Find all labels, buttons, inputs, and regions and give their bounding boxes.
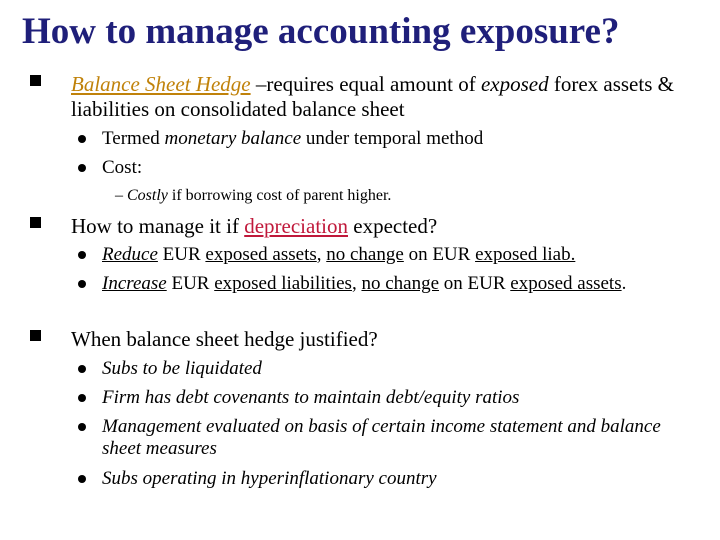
text-fragment: forex assets & liabilities on consolidated balance sheet xyxy=(71,72,674,121)
text-fragment: Increase xyxy=(102,273,167,294)
text-fragment: exposed assets xyxy=(205,244,317,265)
round-bullet-icon xyxy=(78,280,86,288)
sub-bullet-debt-covenants xyxy=(78,387,682,409)
sub-bullet-text: Subs to be liquidated xyxy=(102,358,262,379)
text-fragment: no change xyxy=(326,244,404,265)
text-fragment: , xyxy=(351,273,362,294)
sub-bullet-reduce xyxy=(78,244,682,266)
sub-bullet-subs-liquidated xyxy=(78,358,682,380)
bullet-text xyxy=(71,72,701,122)
bullet-text: When balance sheet hedge justified? xyxy=(71,327,378,351)
term-depreciation: depreciation xyxy=(244,214,348,238)
round-bullet-icon xyxy=(78,164,86,172)
slide-title: How to manage accounting exposure? xyxy=(22,11,620,52)
text-fragment: How to manage it if xyxy=(71,214,245,238)
term-balance-sheet-hedge: Balance Sheet Hedge xyxy=(71,72,251,96)
text-fragment: EUR xyxy=(166,273,215,294)
sub-bullet-text: Cost: xyxy=(102,157,143,178)
text-fragment: –requires equal amount of xyxy=(250,72,481,96)
bullet-when-justified xyxy=(30,327,701,352)
text-fragment: exposed assets xyxy=(510,273,622,294)
text-fragment: no change xyxy=(361,273,440,294)
sub-bullet-text: Firm has debt covenants to maintain debt/equity ratios xyxy=(102,387,520,408)
round-bullet-icon xyxy=(78,365,86,373)
text-fragment: exposed liab. xyxy=(475,244,576,265)
text-fragment: under temporal method xyxy=(301,128,484,149)
round-bullet-icon xyxy=(78,251,86,259)
round-bullet-icon xyxy=(78,135,86,143)
bullet-balance-sheet-hedge xyxy=(30,72,701,122)
sub-bullet-text: Subs operating in hyperinflationary country xyxy=(102,468,437,489)
sub-bullet-cost xyxy=(78,157,682,179)
sub-bullet-management-evaluated xyxy=(78,416,682,460)
sub-bullet-monetary-balance xyxy=(78,128,682,150)
square-bullet-icon xyxy=(30,330,41,341)
text-fragment: expected? xyxy=(348,214,438,238)
sub-bullet-text: Management evaluated on basis of certain income statement and balance sheet measures xyxy=(102,416,661,459)
square-bullet-icon xyxy=(30,75,41,86)
square-bullet-icon xyxy=(30,217,41,228)
sub-bullet-text xyxy=(102,273,682,295)
round-bullet-icon xyxy=(78,475,86,483)
text-fragment: exposed liabilities xyxy=(214,273,352,294)
text-fragment: . xyxy=(621,273,627,294)
sub-bullet-text xyxy=(102,128,682,150)
dash-bullet: – xyxy=(115,187,123,204)
text-fragment: Termed xyxy=(102,128,165,149)
text-fragment: , xyxy=(316,244,327,265)
text-fragment: on EUR xyxy=(403,244,476,265)
text-fragment: monetary balance xyxy=(164,128,302,149)
text-fragment: exposed xyxy=(480,72,549,96)
text-fragment: EUR xyxy=(157,244,206,265)
text-fragment: Costly xyxy=(127,187,168,204)
sub-bullet-increase xyxy=(78,273,682,295)
bullet-depreciation xyxy=(30,214,701,239)
bullet-text xyxy=(71,214,701,239)
text-fragment: Reduce xyxy=(102,244,158,265)
sub-bullet-text xyxy=(102,244,682,266)
round-bullet-icon xyxy=(78,394,86,402)
text-fragment: if borrowing cost of parent higher. xyxy=(167,187,392,204)
round-bullet-icon xyxy=(78,423,86,431)
text-fragment: on EUR xyxy=(439,273,511,294)
sub-bullet-hyperinflationary xyxy=(78,468,682,490)
sub-sub-bullet-costly xyxy=(115,186,391,206)
